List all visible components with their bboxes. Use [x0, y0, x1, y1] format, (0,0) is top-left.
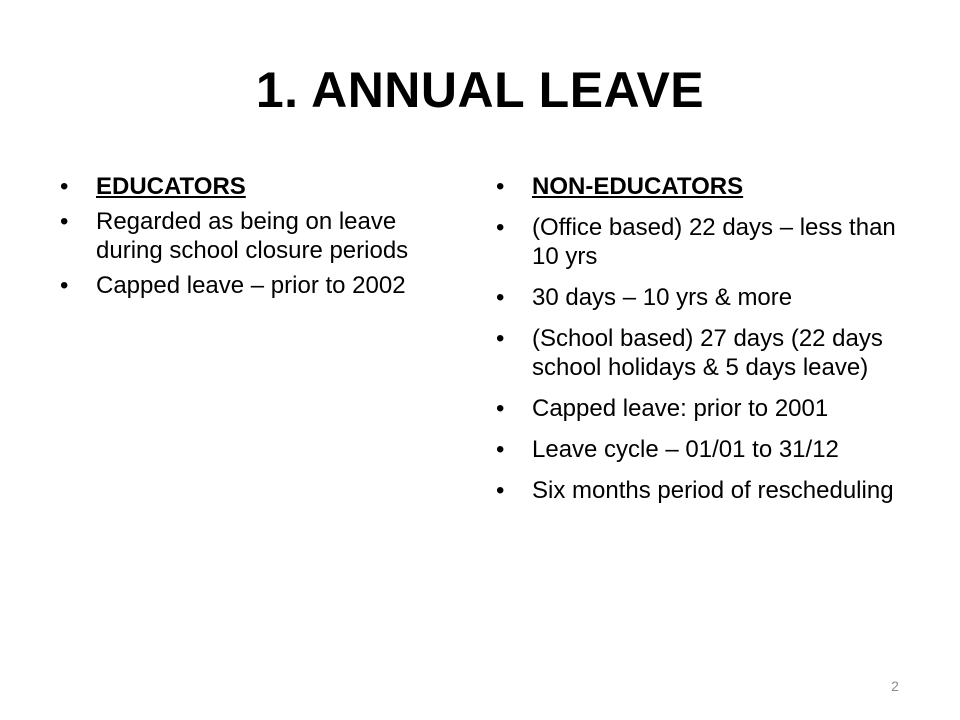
non-educators-bullet: • Six months period of rescheduling: [496, 476, 916, 505]
educators-bullet: • Regarded as being on leave during school closure periods: [60, 207, 432, 265]
non-educators-bullet: • 30 days – 10 yrs & more: [496, 283, 916, 312]
non-educators-heading-item: [496, 172, 916, 201]
educators-heading-item: [60, 172, 432, 201]
educators-column: [60, 172, 432, 306]
page-number: 2: [891, 678, 899, 694]
educators-heading: EDUCATORS: [96, 173, 246, 200]
educators-bullet: • Capped leave – prior to 2002: [60, 271, 432, 300]
non-educators-bullet: • Leave cycle – 01/01 to 31/12: [496, 435, 916, 464]
non-educators-bullet: • (School based) 27 days (22 days school holidays & 5 days leave): [496, 324, 916, 382]
non-educators-bullet: • Capped leave: prior to 2001: [496, 394, 916, 423]
non-educators-heading: NON-EDUCATORS: [532, 173, 744, 200]
non-educators-column: [496, 172, 916, 517]
non-educators-bullet: • (Office based) 22 days – less than 10 yrs: [496, 213, 916, 271]
slide-title: 1. ANNUAL LEAVE: [255, 62, 705, 118]
